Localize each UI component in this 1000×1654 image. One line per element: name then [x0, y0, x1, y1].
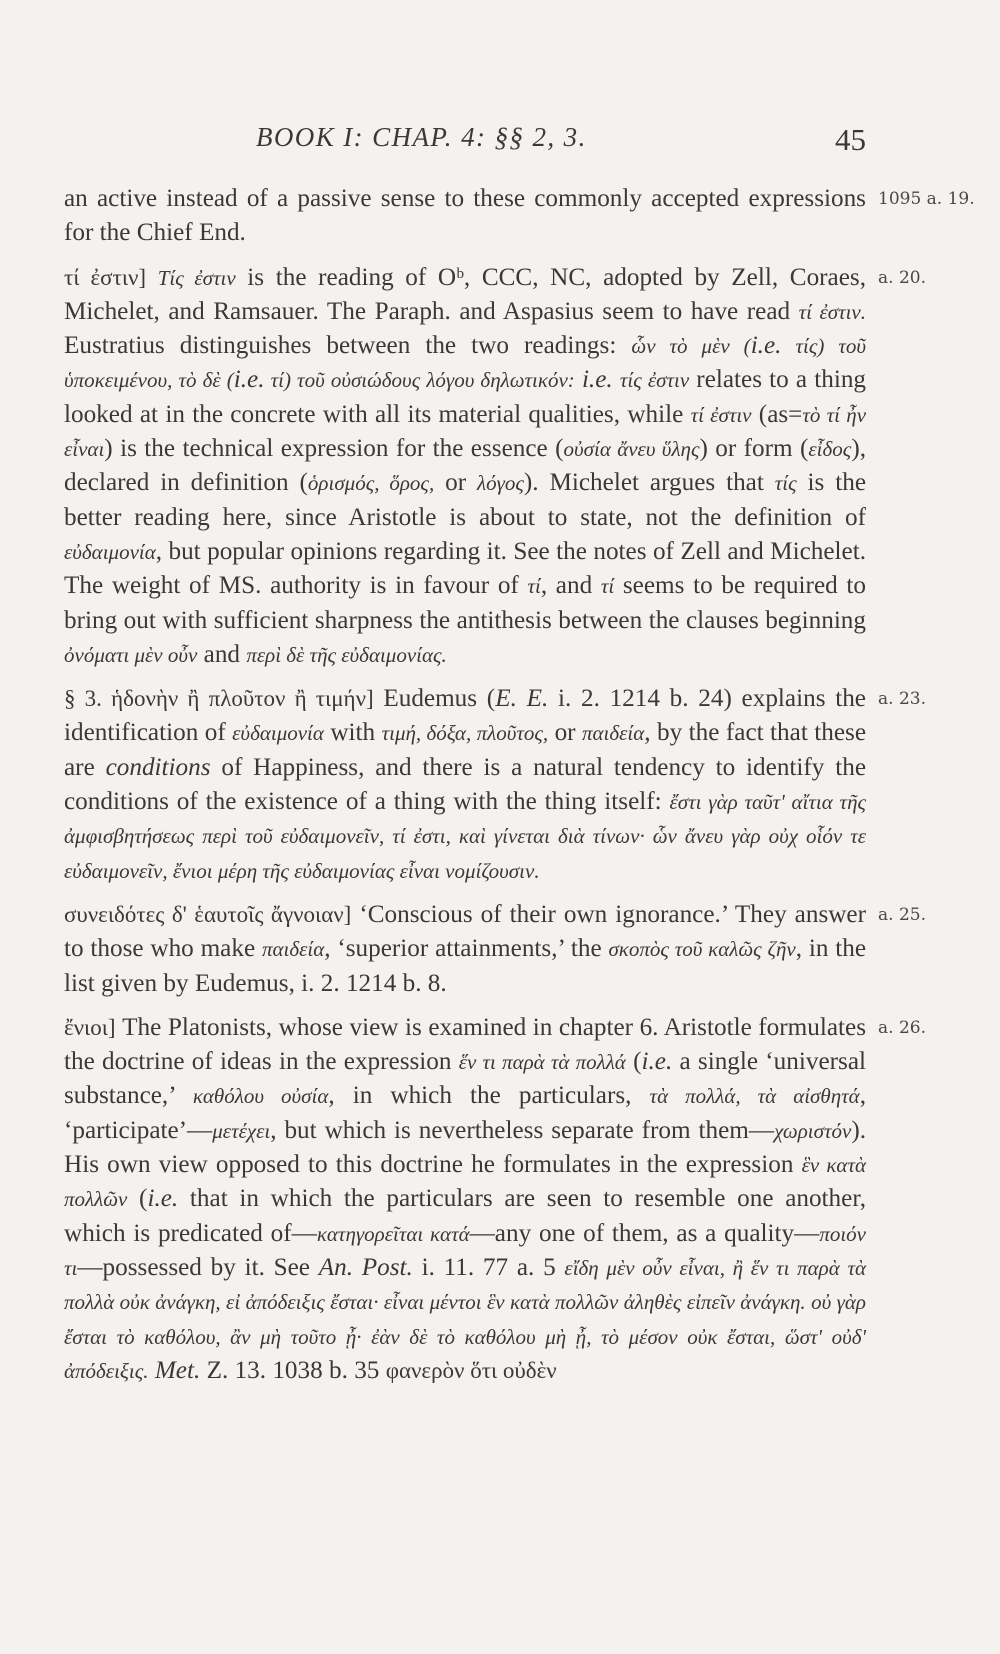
- greek-text: χωριστόν: [774, 1118, 852, 1143]
- text-run: ) is the technical expression for the essence (: [104, 435, 564, 463]
- lemma: τί ἐστιν]: [64, 264, 147, 290]
- running-header: [64, 118, 866, 162]
- text-run: Eudemus (: [373, 685, 496, 713]
- greek-text: τί ἐστιν.: [798, 299, 866, 324]
- italic-text: i.e.: [750, 332, 782, 360]
- text-run: an active instead of a passive sense to these commonly accepted expressions for the Chief End.: [64, 185, 866, 247]
- text-run: seems to be required to bring out with sufficient sharpness the antithesis between the clauses beginning: [64, 572, 866, 634]
- greek-text: ἓν κατὰ πολλῶν: [64, 1153, 866, 1212]
- text-run: ), declared in definition (: [64, 435, 866, 497]
- greek-text: εὐδαιμονία: [64, 539, 156, 564]
- italic-text: E. E.: [495, 685, 549, 713]
- greek-text: τί ἐστιν: [690, 402, 752, 427]
- text-run: Eustratius distinguishes between the two readings:: [64, 332, 632, 360]
- italic-text: i.e.: [147, 1185, 179, 1213]
- text-run: ). Michelet argues that: [523, 469, 775, 497]
- text-run: , in which the particulars,: [328, 1082, 650, 1110]
- text-run: , but which is nevertheless separate from them—: [270, 1116, 775, 1144]
- text-run: ‘Conscious of their own ignorance.’ They answer to those who make: [64, 900, 867, 963]
- commentary-body: [64, 182, 975, 1398]
- greek-text: οὐσία ἄνευ ὕλης: [563, 437, 700, 462]
- text-run: The Platonists, whose view is examined in chapter 6. Aristotle formulates the doctrine of ideas in the expression: [64, 1013, 866, 1076]
- italic-text: i.e.: [641, 1048, 673, 1076]
- text-run: ). His own view opposed to this doctrine he formulates in the expression: [64, 1116, 866, 1179]
- greek-text: ὧν τὸ μὲν (: [631, 334, 751, 359]
- margin-reference: a. 20.: [878, 267, 926, 288]
- text-run: [575, 366, 582, 393]
- text-run: (: [127, 1185, 148, 1213]
- greek-text: τὰ πολλά, τὰ αἰσθητά: [649, 1084, 860, 1109]
- text-run: [146, 264, 158, 291]
- paragraph: [64, 682, 926, 888]
- margin-reference: 1095 a. 19.: [878, 189, 975, 209]
- greek-text: λόγος: [476, 471, 524, 496]
- page-number: 45: [835, 122, 866, 157]
- text-run: —possessed by it. See: [77, 1253, 319, 1281]
- greek-text: ὁρισμός, ὅρος,: [307, 471, 435, 496]
- greek-text: περὶ δὲ τῆς εὐδαιμονίας.: [246, 642, 447, 667]
- greek-text: εἴδη μὲν οὖν εἶναι, ἢ ἕν τι παρὰ τὰ πολλὰ οὐκ ἀνάγκη, εἰ ἀπόδειξις ἔσται· εἶναι μέντοι ἓν κατὰ πολλῶν ἀληθὲς εἰπεῖν ἀνάγκη. οὐ γὰρ ἔσται τὸ καθόλου, ἂν μὴ τοῦτο ᾖ· ἐὰν δὲ τὸ καθόλου μὴ ᾖ, τὸ μέσον οὐκ ἔσται, ὥστ' οὐδ' ἀπόδειξις.: [64, 1255, 866, 1383]
- text-run: is the reading of Oᵇ, CCC, NC, adopted by Zell, Coraes, Michelet, and Ramsauer. The Paraph. and Aspasius seem to have read: [64, 263, 867, 325]
- text-run: relates to a thing looked at in the concrete with all its material qualities, while: [64, 366, 867, 428]
- greek-text: τίς) τοῦ ὑποκειμένου, τὸ δὲ (: [64, 334, 866, 393]
- greek-text: Τίς ἐστιν: [157, 265, 236, 290]
- greek-text: τί) τοῦ οὐσιώδους λόγου δηλωτικόν:: [264, 368, 575, 393]
- greek-text: κατηγορεῖται κατά: [316, 1221, 470, 1246]
- text-run: or: [548, 719, 583, 747]
- greek-text: ἕν τι παρὰ τὰ πολλά: [458, 1050, 626, 1075]
- greek-text: παιδεία: [582, 721, 645, 746]
- text-run: (: [625, 1048, 642, 1076]
- text-run: (as=: [751, 400, 803, 428]
- greek-text: τί: [600, 574, 615, 599]
- greek-text: φανερὸν ὅτι οὐδὲν: [385, 1357, 557, 1383]
- greek-text: παιδεία: [261, 937, 325, 962]
- italic-text: conditions: [105, 753, 211, 781]
- lemma: ἔνιοι]: [64, 1014, 116, 1040]
- text-run: with: [323, 719, 382, 747]
- greek-text: μετέχει: [212, 1118, 271, 1143]
- margin-reference: a. 25.: [878, 904, 926, 925]
- greek-text: ἔστι γὰρ ταῦτ' αἴτια τῆς ἀμφισβητήσεως περὶ τοῦ εὐδαιμονεῖν, τί ἐστι, καὶ γίνεται διὰ τίνων· ὧν ἄνευ γὰρ οὐχ οἷόν τε εὐδαιμονεῖν, ἔνιοι μέρη τῆς εὐδαιμονίας εἶναι νομίζουσιν.: [64, 790, 867, 883]
- greek-text: τίς: [774, 471, 797, 496]
- text-run: , and: [540, 572, 601, 600]
- greek-text: καθόλου οὐσία: [192, 1084, 329, 1109]
- greek-text: εἶδος: [808, 437, 852, 462]
- text-run: ) or form (: [699, 435, 809, 463]
- text-run: i. 11. 77 a. 5: [412, 1253, 565, 1281]
- text-run: , but popular opinions regarding it. See the notes of Zell and Michelet. The weight of MS. authority is in favour of: [64, 537, 866, 600]
- text-run: , ‘superior attainments,’ the: [324, 935, 609, 963]
- text-run: [613, 366, 620, 393]
- margin-reference: a. 23.: [878, 689, 926, 710]
- greek-text: τίς ἐστιν: [619, 368, 690, 393]
- lemma: § 3. ἡδονὴν ἢ πλοῦτον ἢ τιμήν]: [64, 686, 374, 712]
- text-run: of Happiness, and there is a natural tendency to identify the conditions of the existence of a thing with the thing itself:: [64, 753, 866, 816]
- greek-text: ποιόν τι: [64, 1221, 866, 1280]
- italic-text: Met.: [154, 1356, 201, 1384]
- greek-text: εὐδαιμονία: [232, 721, 324, 746]
- greek-text: σκοπὸς τοῦ καλῶς ζῆν: [608, 937, 796, 962]
- italic-text: i.e.: [581, 366, 613, 394]
- text-run: or: [434, 469, 477, 497]
- running-title: BOOK I: CHAP. 4: §§ 2, 3.: [256, 122, 587, 152]
- text-run: is the better reading here, since Aristotle is about to state, not the definition of: [64, 469, 866, 531]
- greek-text: τὸ τί ἦν εἶναι: [64, 402, 867, 462]
- text-run: Z. 13. 1038 b. 35: [200, 1356, 386, 1384]
- text-run: and: [197, 640, 247, 668]
- text-run: , by the fact that these are: [64, 719, 867, 781]
- italic-text: An. Post.: [318, 1253, 413, 1281]
- text-run: i. 2. 1214 b. 24) explains the identification of: [64, 685, 866, 747]
- text-run: —any one of them, as a quality—: [469, 1219, 820, 1247]
- greek-text: ὀνόματι μὲν οὖν: [64, 642, 198, 667]
- greek-text: τί: [527, 574, 541, 599]
- text-run: , in the list given by Eudemus, i. 2. 1214 b. 8.: [64, 935, 867, 997]
- paragraph: [64, 1011, 926, 1388]
- paragraph: [64, 182, 975, 251]
- paragraph: [64, 261, 926, 673]
- text-run: that in which the particulars are seen to resemble one another, which is predicated of—: [64, 1185, 867, 1247]
- italic-text: i.e.: [233, 366, 265, 394]
- margin-reference: a. 26.: [878, 1017, 926, 1038]
- text-run: a single ‘universal substance,’: [64, 1048, 866, 1110]
- greek-text: τιμή, δόξα, πλοῦτος,: [381, 721, 549, 746]
- text-run: , ‘participate’—: [64, 1082, 866, 1144]
- lemma: συνειδότες δ' ἑαυτοῖς ἄγνοιαν]: [64, 901, 352, 927]
- paragraph: [64, 898, 926, 1001]
